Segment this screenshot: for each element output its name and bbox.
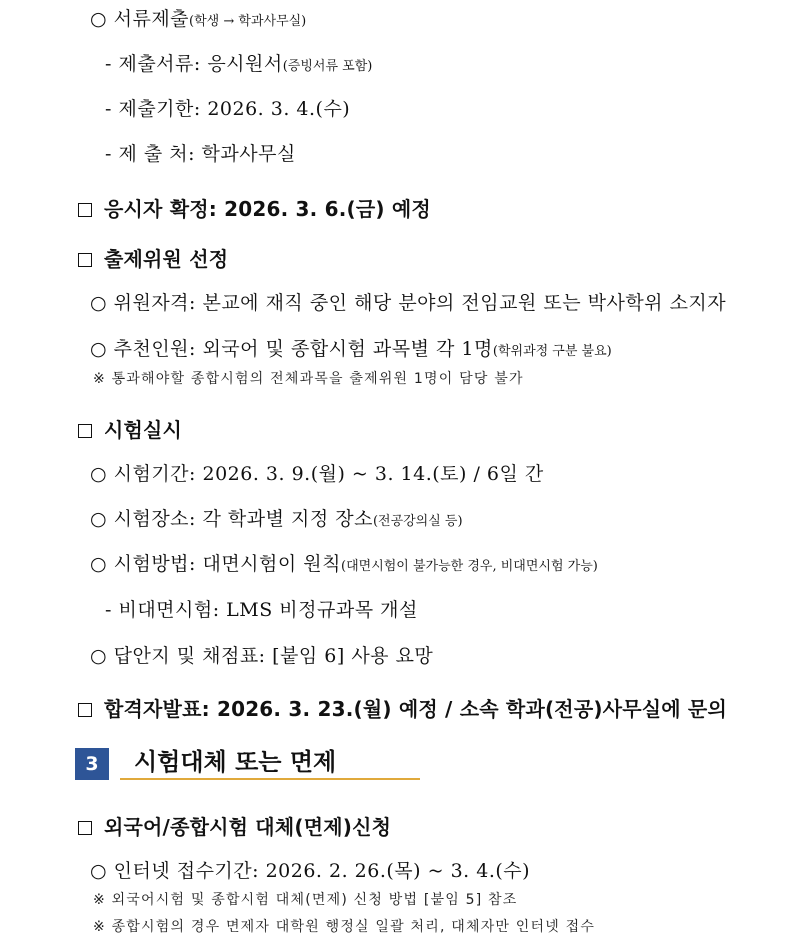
- text-line: [105, 55, 372, 74]
- text-line: [90, 294, 726, 313]
- section-heading: [78, 199, 431, 219]
- note-line: [93, 372, 524, 386]
- square-bullet-icon: [78, 821, 92, 835]
- section-title-text: 시험대체 또는 면제: [134, 748, 337, 776]
- section-number: 3: [85, 753, 99, 775]
- square-bullet-icon: [78, 203, 92, 217]
- line-small: (전공강의실 등): [372, 514, 463, 529]
- text-line: [90, 510, 463, 529]
- line-main: ○ 서류제출: [90, 8, 190, 30]
- line-small: (대면시험이 불가능한 경우, 비대면시험 가능): [341, 559, 598, 574]
- section-heading: [78, 420, 182, 440]
- text-line: [90, 10, 306, 29]
- note-text: ※ 통과해야할 종합시험의 전체과목을 출제위원 1명이 담당 불가: [93, 371, 524, 387]
- square-bullet-icon: [78, 703, 92, 717]
- square-bullet-icon: [78, 424, 92, 438]
- line-main: ○ 시험기간: 2026. 3. 9.(월) ~ 3. 14.(토) / 6일 간: [90, 463, 544, 485]
- line-main: - 비대면시험: LMS 비정규과목 개설: [105, 599, 418, 621]
- line-main: - 제 출 처: 학과사무실: [105, 143, 296, 165]
- text-line: [105, 100, 350, 119]
- note-line: [93, 920, 595, 934]
- line-small: (증빙서류 포함): [282, 59, 373, 74]
- text-line: [105, 145, 296, 164]
- square-bullet-icon: [78, 253, 92, 267]
- text-line: [90, 647, 433, 666]
- heading-text: 응시자 확정: 2026. 3. 6.(금) 예정: [104, 197, 431, 221]
- line-main: ○ 답안지 및 채점표: [붙임 6] 사용 요망: [90, 645, 434, 667]
- heading-text: 외국어/종합시험 대체(면제)신청: [104, 815, 392, 839]
- text-line: [90, 465, 544, 484]
- text-line: [90, 862, 530, 881]
- line-main: ○ 시험방법: 대면시험이 원칙: [90, 553, 341, 575]
- line-main: - 제출서류: 응시원서: [105, 53, 283, 75]
- line-main: ○ 추천인원: 외국어 및 종합시험 과목별 각 1명: [90, 338, 493, 360]
- section-number-badge: [75, 748, 109, 780]
- text-line: [90, 340, 612, 359]
- note-line: [93, 893, 517, 907]
- section-heading: [78, 249, 228, 269]
- heading-text: 출제위원 선정: [104, 247, 229, 271]
- heading-text: 시험실시: [104, 418, 183, 442]
- text-line: [105, 601, 418, 620]
- heading-text: 합격자발표: 2026. 3. 23.(월) 예정 / 소속 학과(전공)사무실에 문의: [104, 697, 727, 721]
- section-title: [120, 747, 420, 780]
- line-main: - 제출기한: 2026. 3. 4.(수): [105, 98, 351, 120]
- text-line: [90, 555, 598, 574]
- line-main: ○ 위원자격: 본교에 재직 중인 해당 분야의 전임교원 또는 박사학위 소지자: [90, 292, 727, 314]
- line-main: ○ 시험장소: 각 학과별 지정 장소: [90, 508, 373, 530]
- line-main: ○ 인터넷 접수기간: 2026. 2. 26.(목) ~ 3. 4.(수): [90, 860, 531, 882]
- note-text: ※ 외국어시험 및 종합시험 대체(면제) 신청 방법 [붙임 5] 참조: [93, 892, 518, 908]
- line-small: (학생 → 학과사무실): [189, 14, 307, 29]
- section-heading: [78, 817, 391, 837]
- note-text: ※ 종합시험의 경우 면제자 대학원 행정실 일괄 처리, 대체자만 인터넷 접수: [93, 919, 596, 935]
- section-heading: [78, 699, 727, 719]
- line-small: (학위과정 구분 불요): [492, 344, 612, 359]
